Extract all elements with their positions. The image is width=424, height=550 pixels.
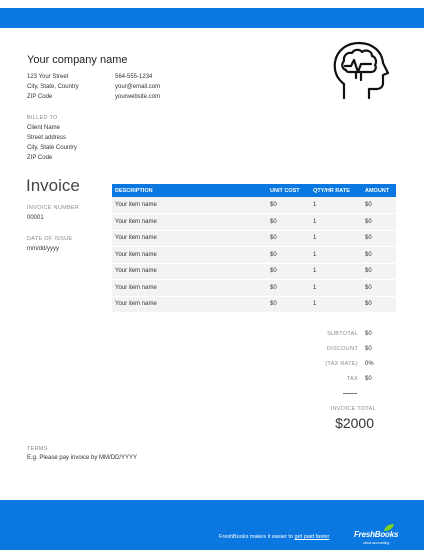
billed-to-label: BILLED TO bbox=[27, 115, 58, 121]
item-qty: 1 bbox=[310, 247, 362, 264]
tax-label: TAX bbox=[346, 376, 358, 382]
table-row bbox=[112, 247, 396, 264]
item-amount: $0 bbox=[362, 280, 396, 297]
item-amount: $0 bbox=[362, 296, 396, 313]
discount-label: DISCOUNT bbox=[326, 346, 358, 352]
item-qty: 1 bbox=[310, 280, 362, 297]
contact-website: yourwebsite.com bbox=[115, 94, 161, 100]
column-header-unit-cost: UNIT COST bbox=[267, 184, 310, 197]
column-header-qty: QTY/HR RATE bbox=[310, 184, 362, 197]
discount-value: $0 bbox=[365, 346, 372, 352]
item-amount: $0 bbox=[362, 197, 396, 214]
item-description: Your item name bbox=[112, 280, 267, 297]
address-line: ZIP Code bbox=[27, 94, 53, 100]
line-items-table bbox=[112, 184, 396, 313]
footer-bar bbox=[0, 500, 424, 550]
item-description: Your item name bbox=[112, 230, 267, 247]
table-header-row bbox=[112, 184, 396, 197]
column-header-description: DESCRIPTION bbox=[112, 184, 267, 197]
item-unit-cost: $0 bbox=[267, 230, 310, 247]
contact-email: your@email.com bbox=[115, 84, 161, 90]
footer-tagline bbox=[219, 534, 329, 540]
table-row bbox=[112, 280, 396, 297]
invoice-total-value: $2000 bbox=[335, 415, 374, 431]
billed-to-block bbox=[27, 123, 77, 163]
item-description: Your item name bbox=[112, 214, 267, 231]
item-description: Your item name bbox=[112, 197, 267, 214]
item-unit-cost: $0 bbox=[267, 197, 310, 214]
item-qty: 1 bbox=[310, 296, 362, 313]
item-amount: $0 bbox=[362, 263, 396, 280]
tax-rate-label: (TAX RATE) bbox=[325, 361, 358, 367]
item-qty: 1 bbox=[310, 230, 362, 247]
subtotal-value: $0 bbox=[365, 331, 372, 337]
head-brain-icon bbox=[330, 40, 390, 102]
table-row bbox=[112, 197, 396, 214]
item-qty: 1 bbox=[310, 263, 362, 280]
item-unit-cost: $0 bbox=[267, 247, 310, 264]
client-line: Street address bbox=[27, 135, 67, 141]
item-description: Your item name bbox=[112, 247, 267, 264]
item-description: Your item name bbox=[112, 263, 267, 280]
invoice-number-label: INVOICE NUMBER bbox=[27, 205, 80, 211]
table-row bbox=[112, 296, 396, 313]
item-amount: $0 bbox=[362, 214, 396, 231]
top-color-bar bbox=[0, 8, 424, 28]
totals-divider bbox=[343, 393, 357, 394]
item-unit-cost: $0 bbox=[267, 280, 310, 297]
subtotal-label: SUBTOTAL bbox=[327, 331, 358, 337]
table-row bbox=[112, 230, 396, 247]
table-row bbox=[112, 214, 396, 231]
company-contact bbox=[115, 72, 160, 102]
item-unit-cost: $0 bbox=[267, 263, 310, 280]
item-unit-cost: $0 bbox=[267, 214, 310, 231]
address-line: 123 Your Street bbox=[27, 74, 69, 80]
terms-label: TERMS bbox=[27, 446, 48, 452]
invoice-title: Invoice bbox=[26, 176, 80, 195]
invoice-number: 00001 bbox=[27, 215, 44, 221]
item-amount: $0 bbox=[362, 247, 396, 264]
tax-rate-value: 0% bbox=[365, 361, 374, 367]
item-description: Your item name bbox=[112, 296, 267, 313]
freshbooks-tagline: cloud accounting bbox=[363, 541, 390, 545]
client-line: City, State Country bbox=[27, 145, 77, 151]
footer-text: FreshBooks makes it easier to bbox=[219, 534, 295, 540]
address-line: City, State, Country bbox=[27, 84, 79, 90]
item-unit-cost: $0 bbox=[267, 296, 310, 313]
column-header-amount: AMOUNT bbox=[362, 184, 396, 197]
table-row bbox=[112, 263, 396, 280]
get-paid-faster-link[interactable]: get paid faster bbox=[294, 534, 330, 540]
client-line: Client Name bbox=[27, 125, 61, 131]
client-line: ZIP Code bbox=[27, 155, 53, 161]
date-of-issue-label: DATE OF ISSUE bbox=[27, 236, 73, 242]
freshbooks-logo[interactable]: FreshBooks bbox=[354, 530, 399, 539]
terms-text: E.g. Please pay invoice by MM/DD/YYYY bbox=[27, 455, 138, 461]
date-of-issue: mm/dd/yyyy bbox=[27, 246, 60, 252]
item-amount: $0 bbox=[362, 230, 396, 247]
invoice-total-label: INVOICE TOTAL bbox=[330, 406, 376, 412]
company-name: Your company name bbox=[27, 54, 128, 66]
company-address bbox=[27, 72, 79, 102]
contact-phone: 564-555-1234 bbox=[115, 74, 153, 80]
item-qty: 1 bbox=[310, 214, 362, 231]
item-qty: 1 bbox=[310, 197, 362, 214]
tax-value: $0 bbox=[365, 376, 372, 382]
